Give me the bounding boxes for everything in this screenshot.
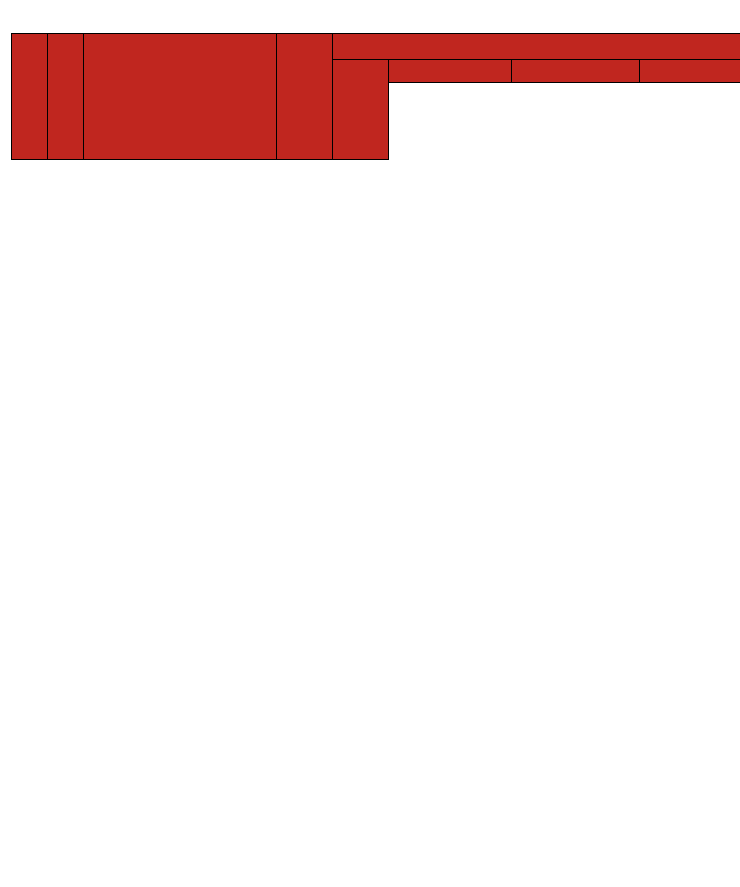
course-schedule-table — [11, 33, 740, 160]
header-practice — [333, 60, 389, 160]
header-year-3 — [640, 60, 740, 83]
header-hour-allocation — [333, 34, 740, 60]
header-year-2 — [512, 60, 640, 83]
header-seq — [48, 34, 84, 160]
header-total-hours — [277, 34, 333, 160]
table-header — [12, 34, 740, 160]
header-course-name — [84, 34, 277, 160]
header-year-1 — [389, 60, 512, 83]
header-course-system — [12, 34, 48, 160]
